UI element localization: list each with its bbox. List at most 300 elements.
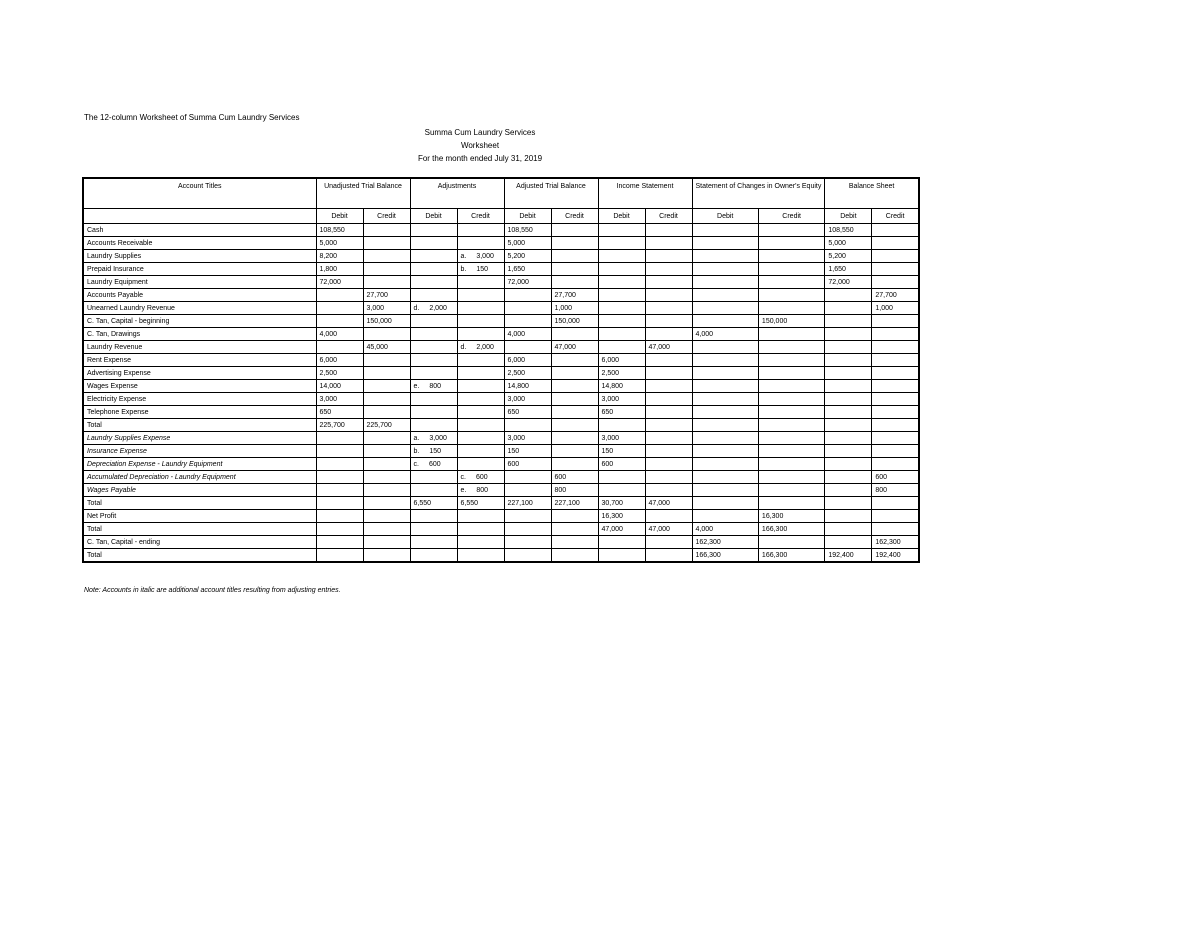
- amount-cell: 600: [872, 471, 919, 484]
- adjustment-label: b.: [460, 265, 467, 273]
- amount-cell: [316, 497, 363, 510]
- amount-cell: [692, 341, 758, 354]
- amount-cell: [410, 263, 457, 276]
- amount-cell: 3,000: [504, 432, 551, 445]
- account-title: Net Profit: [83, 510, 316, 523]
- amount-cell: [363, 250, 410, 263]
- header-changes-in-equity: Statement of Changes in Owner's Equity: [692, 178, 825, 209]
- amount-cell: [457, 458, 504, 471]
- amount-cell: [551, 536, 598, 549]
- amount-cell: [316, 523, 363, 536]
- adjustment-label: d.: [413, 304, 420, 312]
- table-row: [83, 224, 919, 237]
- amount-cell: 150,000: [363, 315, 410, 328]
- amount-cell: [363, 380, 410, 393]
- amount-cell: [363, 458, 410, 471]
- amount-cell: [758, 497, 824, 510]
- amount-cell: [551, 523, 598, 536]
- amount-cell: [457, 367, 504, 380]
- amount-cell: [457, 224, 504, 237]
- amount-cell: 14,800: [504, 380, 551, 393]
- amount-cell: [457, 380, 504, 393]
- amount-cell: [758, 458, 824, 471]
- amount-cell: 47,000: [551, 341, 598, 354]
- amount-cell: [872, 419, 919, 432]
- amount-cell: [645, 302, 692, 315]
- adjustment-amount: 3,000: [429, 434, 447, 442]
- amount-cell: [825, 328, 872, 341]
- amount-cell: [645, 289, 692, 302]
- amount-cell: [645, 393, 692, 406]
- amount-cell: 8,200: [316, 250, 363, 263]
- amount-cell: [551, 367, 598, 380]
- amount-cell: [363, 432, 410, 445]
- amount-cell: [645, 276, 692, 289]
- amount-cell: [457, 484, 504, 497]
- amount-cell: 14,000: [316, 380, 363, 393]
- amount-cell: [645, 458, 692, 471]
- amount-cell: 650: [504, 406, 551, 419]
- amount-cell: 5,200: [504, 250, 551, 263]
- amount-cell: [645, 224, 692, 237]
- amount-cell: 5,000: [316, 237, 363, 250]
- adjustment-label: b.: [413, 447, 420, 455]
- amount-cell: [825, 367, 872, 380]
- account-title: C. Tan, Capital - beginning: [83, 315, 316, 328]
- amount-cell: [758, 380, 824, 393]
- amount-cell: [872, 341, 919, 354]
- amount-cell: [457, 276, 504, 289]
- amount-cell: [692, 302, 758, 315]
- amount-cell: [692, 263, 758, 276]
- amount-cell: 800: [551, 484, 598, 497]
- amount-cell: 4,000: [692, 523, 758, 536]
- amount-cell: [758, 328, 824, 341]
- amount-cell: [316, 445, 363, 458]
- amount-cell: [645, 445, 692, 458]
- amount-cell: [872, 263, 919, 276]
- account-title: Advertising Expense: [83, 367, 316, 380]
- amount-cell: 192,400: [825, 549, 872, 563]
- amount-cell: [872, 432, 919, 445]
- amount-cell: [872, 380, 919, 393]
- amount-cell: [551, 458, 598, 471]
- table-row: [83, 250, 919, 263]
- amount-cell: [645, 328, 692, 341]
- amount-cell: [825, 341, 872, 354]
- amount-cell: [410, 393, 457, 406]
- amount-cell: [551, 354, 598, 367]
- amount-cell: [410, 250, 457, 263]
- amount-cell: [645, 471, 692, 484]
- amount-cell: [598, 263, 645, 276]
- amount-cell: [551, 406, 598, 419]
- table-row: [83, 497, 919, 510]
- amount-cell: [316, 484, 363, 497]
- amount-cell: [363, 237, 410, 250]
- table-row: [83, 315, 919, 328]
- amount-cell: 6,000: [504, 354, 551, 367]
- amount-cell: 162,300: [692, 536, 758, 549]
- amount-cell: [872, 224, 919, 237]
- amount-cell: [872, 250, 919, 263]
- amount-cell: [363, 263, 410, 276]
- amount-cell: [551, 250, 598, 263]
- amount-cell: [598, 289, 645, 302]
- adjustment-amount: 150: [429, 447, 442, 455]
- account-title: Total: [83, 419, 316, 432]
- amount-cell: [825, 445, 872, 458]
- amount-cell: [645, 432, 692, 445]
- amount-cell: [645, 549, 692, 563]
- amount-cell: 3,000: [316, 393, 363, 406]
- amount-cell: [504, 302, 551, 315]
- amount-cell: [645, 484, 692, 497]
- amount-cell: [551, 263, 598, 276]
- amount-cell: [410, 224, 457, 237]
- amount-cell: 150,000: [551, 315, 598, 328]
- amount-cell: [410, 471, 457, 484]
- amount-cell: [504, 341, 551, 354]
- table-row: [83, 458, 919, 471]
- amount-cell: [758, 341, 824, 354]
- adjustment-amount: 600: [475, 473, 488, 481]
- header-debit: Debit: [692, 209, 758, 224]
- header-balance-sheet: Balance Sheet: [825, 178, 919, 209]
- amount-cell: [645, 380, 692, 393]
- amount-cell: [363, 510, 410, 523]
- amount-cell: [316, 549, 363, 563]
- amount-cell: [872, 367, 919, 380]
- amount-cell: [598, 328, 645, 341]
- amount-cell: [457, 302, 504, 315]
- amount-cell: [758, 224, 824, 237]
- amount-cell: [598, 250, 645, 263]
- amount-cell: [551, 510, 598, 523]
- amount-cell: [645, 419, 692, 432]
- amount-cell: [363, 406, 410, 419]
- amount-cell: [598, 315, 645, 328]
- amount-cell: [692, 276, 758, 289]
- amount-cell: 166,300: [758, 549, 824, 563]
- amount-cell: [872, 523, 919, 536]
- amount-cell: [645, 250, 692, 263]
- amount-cell: 1,650: [825, 263, 872, 276]
- amount-cell: 6,550: [410, 497, 457, 510]
- amount-cell: 6,550: [457, 497, 504, 510]
- amount-cell: [645, 536, 692, 549]
- amount-cell: [692, 445, 758, 458]
- amount-cell: 6,000: [598, 354, 645, 367]
- amount-cell: 3,000: [504, 393, 551, 406]
- amount-cell: [363, 276, 410, 289]
- table-row: [83, 419, 919, 432]
- header-adjustments: Adjustments: [410, 178, 504, 209]
- header-credit: Credit: [872, 209, 919, 224]
- table-row: [83, 380, 919, 393]
- amount-cell: [363, 445, 410, 458]
- amount-cell: 1,650: [504, 263, 551, 276]
- amount-cell: [457, 328, 504, 341]
- amount-cell: 800: [872, 484, 919, 497]
- amount-cell: [758, 263, 824, 276]
- amount-cell: [457, 237, 504, 250]
- amount-cell: [504, 549, 551, 563]
- amount-cell: [692, 237, 758, 250]
- amount-cell: [758, 471, 824, 484]
- account-title: Rent Expense: [83, 354, 316, 367]
- amount-cell: [363, 484, 410, 497]
- amount-cell: 4,000: [692, 328, 758, 341]
- account-title: Laundry Revenue: [83, 341, 316, 354]
- amount-cell: [645, 367, 692, 380]
- amount-cell: [457, 263, 504, 276]
- header-unadjusted-trial-balance: Unadjusted Trial Balance: [316, 178, 410, 209]
- adjustment-amount: 600: [428, 460, 441, 468]
- amount-cell: [645, 237, 692, 250]
- amount-cell: [645, 510, 692, 523]
- amount-cell: 162,300: [872, 536, 919, 549]
- amount-cell: [410, 315, 457, 328]
- adjustment-amount: 3,000: [476, 252, 494, 260]
- worksheet-label: Worksheet: [460, 141, 500, 150]
- amount-cell: [872, 510, 919, 523]
- amount-cell: [363, 224, 410, 237]
- amount-cell: [551, 380, 598, 393]
- amount-cell: [872, 406, 919, 419]
- amount-cell: [457, 250, 504, 263]
- amount-cell: [598, 536, 645, 549]
- amount-cell: 1,000: [872, 302, 919, 315]
- account-title: Accounts Receivable: [83, 237, 316, 250]
- amount-cell: 3,000: [598, 393, 645, 406]
- amount-cell: [872, 445, 919, 458]
- amount-cell: 227,100: [504, 497, 551, 510]
- amount-cell: [758, 445, 824, 458]
- amount-cell: [872, 328, 919, 341]
- amount-cell: 3,000: [363, 302, 410, 315]
- account-title: Laundry Supplies: [83, 250, 316, 263]
- worksheet-header: [380, 126, 580, 165]
- amount-cell: 150: [598, 445, 645, 458]
- amount-cell: [363, 497, 410, 510]
- header-debit: Debit: [825, 209, 872, 224]
- adjustment-label: c.: [413, 460, 419, 468]
- amount-cell: 192,400: [872, 549, 919, 563]
- amount-cell: 1,000: [551, 302, 598, 315]
- worksheet-table: [82, 177, 920, 563]
- amount-cell: [758, 484, 824, 497]
- amount-cell: [758, 276, 824, 289]
- adjustment-amount: 150: [476, 265, 489, 273]
- amount-cell: [825, 458, 872, 471]
- amount-cell: 5,000: [825, 237, 872, 250]
- amount-cell: [410, 354, 457, 367]
- table-row: [83, 328, 919, 341]
- amount-cell: [504, 419, 551, 432]
- amount-cell: [363, 367, 410, 380]
- account-title: Total: [83, 523, 316, 536]
- amount-cell: [825, 289, 872, 302]
- account-title: C. Tan, Capital - ending: [83, 536, 316, 549]
- amount-cell: [825, 432, 872, 445]
- amount-cell: [825, 497, 872, 510]
- amount-cell: 47,000: [645, 497, 692, 510]
- table-row: [83, 432, 919, 445]
- amount-cell: [316, 315, 363, 328]
- amount-cell: [316, 471, 363, 484]
- amount-cell: [504, 289, 551, 302]
- amount-cell: [410, 302, 457, 315]
- amount-cell: [363, 536, 410, 549]
- amount-cell: [692, 419, 758, 432]
- adjustment-amount: 2,000: [476, 343, 494, 351]
- header-credit: Credit: [551, 209, 598, 224]
- amount-cell: [363, 328, 410, 341]
- amount-cell: [457, 471, 504, 484]
- amount-cell: [410, 458, 457, 471]
- amount-cell: [645, 315, 692, 328]
- amount-cell: [598, 341, 645, 354]
- amount-cell: [316, 302, 363, 315]
- amount-cell: [551, 549, 598, 563]
- adjustment-label: a.: [460, 252, 467, 260]
- amount-cell: [598, 419, 645, 432]
- amount-cell: [504, 471, 551, 484]
- header-income-statement: Income Statement: [598, 178, 692, 209]
- amount-cell: 108,550: [316, 224, 363, 237]
- amount-cell: [825, 523, 872, 536]
- header-debit: Debit: [316, 209, 363, 224]
- amount-cell: [598, 549, 645, 563]
- amount-cell: 150,000: [758, 315, 824, 328]
- amount-cell: [551, 237, 598, 250]
- amount-cell: [758, 302, 824, 315]
- header-credit: Credit: [645, 209, 692, 224]
- account-title: Total: [83, 497, 316, 510]
- table-row: [83, 237, 919, 250]
- amount-cell: [872, 276, 919, 289]
- amount-cell: [758, 393, 824, 406]
- period-label: For the month ended July 31, 2019: [417, 154, 543, 163]
- amount-cell: [410, 328, 457, 341]
- footnote: Note: Accounts in italic are additional account titles resulting from adjusting entries.: [84, 587, 341, 594]
- amount-cell: [758, 406, 824, 419]
- table-row: [83, 276, 919, 289]
- amount-cell: [551, 445, 598, 458]
- amount-cell: [457, 406, 504, 419]
- amount-cell: [692, 315, 758, 328]
- amount-cell: 108,550: [504, 224, 551, 237]
- amount-cell: 227,100: [551, 497, 598, 510]
- amount-cell: [758, 367, 824, 380]
- table-row: [83, 445, 919, 458]
- amount-cell: [825, 484, 872, 497]
- amount-cell: [825, 419, 872, 432]
- amount-cell: 72,000: [316, 276, 363, 289]
- amount-cell: [692, 354, 758, 367]
- amount-cell: [551, 328, 598, 341]
- amount-cell: [825, 315, 872, 328]
- amount-cell: [692, 458, 758, 471]
- amount-cell: [504, 536, 551, 549]
- amount-cell: 3,000: [598, 432, 645, 445]
- amount-cell: 5,000: [504, 237, 551, 250]
- table-row: [83, 523, 919, 536]
- table-row: [83, 302, 919, 315]
- amount-cell: [692, 432, 758, 445]
- amount-cell: 47,000: [645, 341, 692, 354]
- amount-cell: 650: [316, 406, 363, 419]
- amount-cell: [758, 289, 824, 302]
- amount-cell: [598, 224, 645, 237]
- amount-cell: [598, 302, 645, 315]
- table-row: [83, 549, 919, 563]
- header-debit: Debit: [598, 209, 645, 224]
- amount-cell: [457, 445, 504, 458]
- table-row: [83, 367, 919, 380]
- amount-cell: [598, 276, 645, 289]
- amount-cell: [872, 237, 919, 250]
- amount-cell: 14,800: [598, 380, 645, 393]
- amount-cell: 2,500: [504, 367, 551, 380]
- amount-cell: 600: [551, 471, 598, 484]
- amount-cell: [410, 536, 457, 549]
- amount-cell: 72,000: [504, 276, 551, 289]
- adjustment-amount: 2,000: [429, 304, 447, 312]
- amount-cell: [598, 471, 645, 484]
- account-title: Cash: [83, 224, 316, 237]
- amount-cell: [410, 510, 457, 523]
- table-row: [83, 289, 919, 302]
- amount-cell: [363, 549, 410, 563]
- amount-cell: [872, 393, 919, 406]
- table-row: [83, 484, 919, 497]
- amount-cell: [825, 406, 872, 419]
- amount-cell: [872, 497, 919, 510]
- adjustment-label: d.: [460, 343, 467, 351]
- amount-cell: [692, 406, 758, 419]
- amount-cell: [598, 237, 645, 250]
- amount-cell: [692, 510, 758, 523]
- amount-cell: [457, 341, 504, 354]
- amount-cell: [363, 393, 410, 406]
- amount-cell: [692, 471, 758, 484]
- amount-cell: [410, 406, 457, 419]
- amount-cell: [872, 354, 919, 367]
- amount-cell: [692, 250, 758, 263]
- table-row: [83, 510, 919, 523]
- amount-cell: [457, 432, 504, 445]
- amount-cell: [410, 237, 457, 250]
- amount-cell: [645, 263, 692, 276]
- amount-cell: 1,800: [316, 263, 363, 276]
- amount-cell: [551, 276, 598, 289]
- header-adjusted-trial-balance: Adjusted Trial Balance: [504, 178, 598, 209]
- amount-cell: [316, 289, 363, 302]
- amount-cell: 600: [504, 458, 551, 471]
- table-row: [83, 471, 919, 484]
- amount-cell: [692, 393, 758, 406]
- amount-cell: 45,000: [363, 341, 410, 354]
- account-title: Depreciation Expense - Laundry Equipment: [83, 458, 316, 471]
- amount-cell: [758, 354, 824, 367]
- account-title: Accumulated Depreciation - Laundry Equipment: [83, 471, 316, 484]
- amount-cell: 225,700: [363, 419, 410, 432]
- amount-cell: 150: [504, 445, 551, 458]
- amount-cell: 2,500: [598, 367, 645, 380]
- amount-cell: 16,300: [758, 510, 824, 523]
